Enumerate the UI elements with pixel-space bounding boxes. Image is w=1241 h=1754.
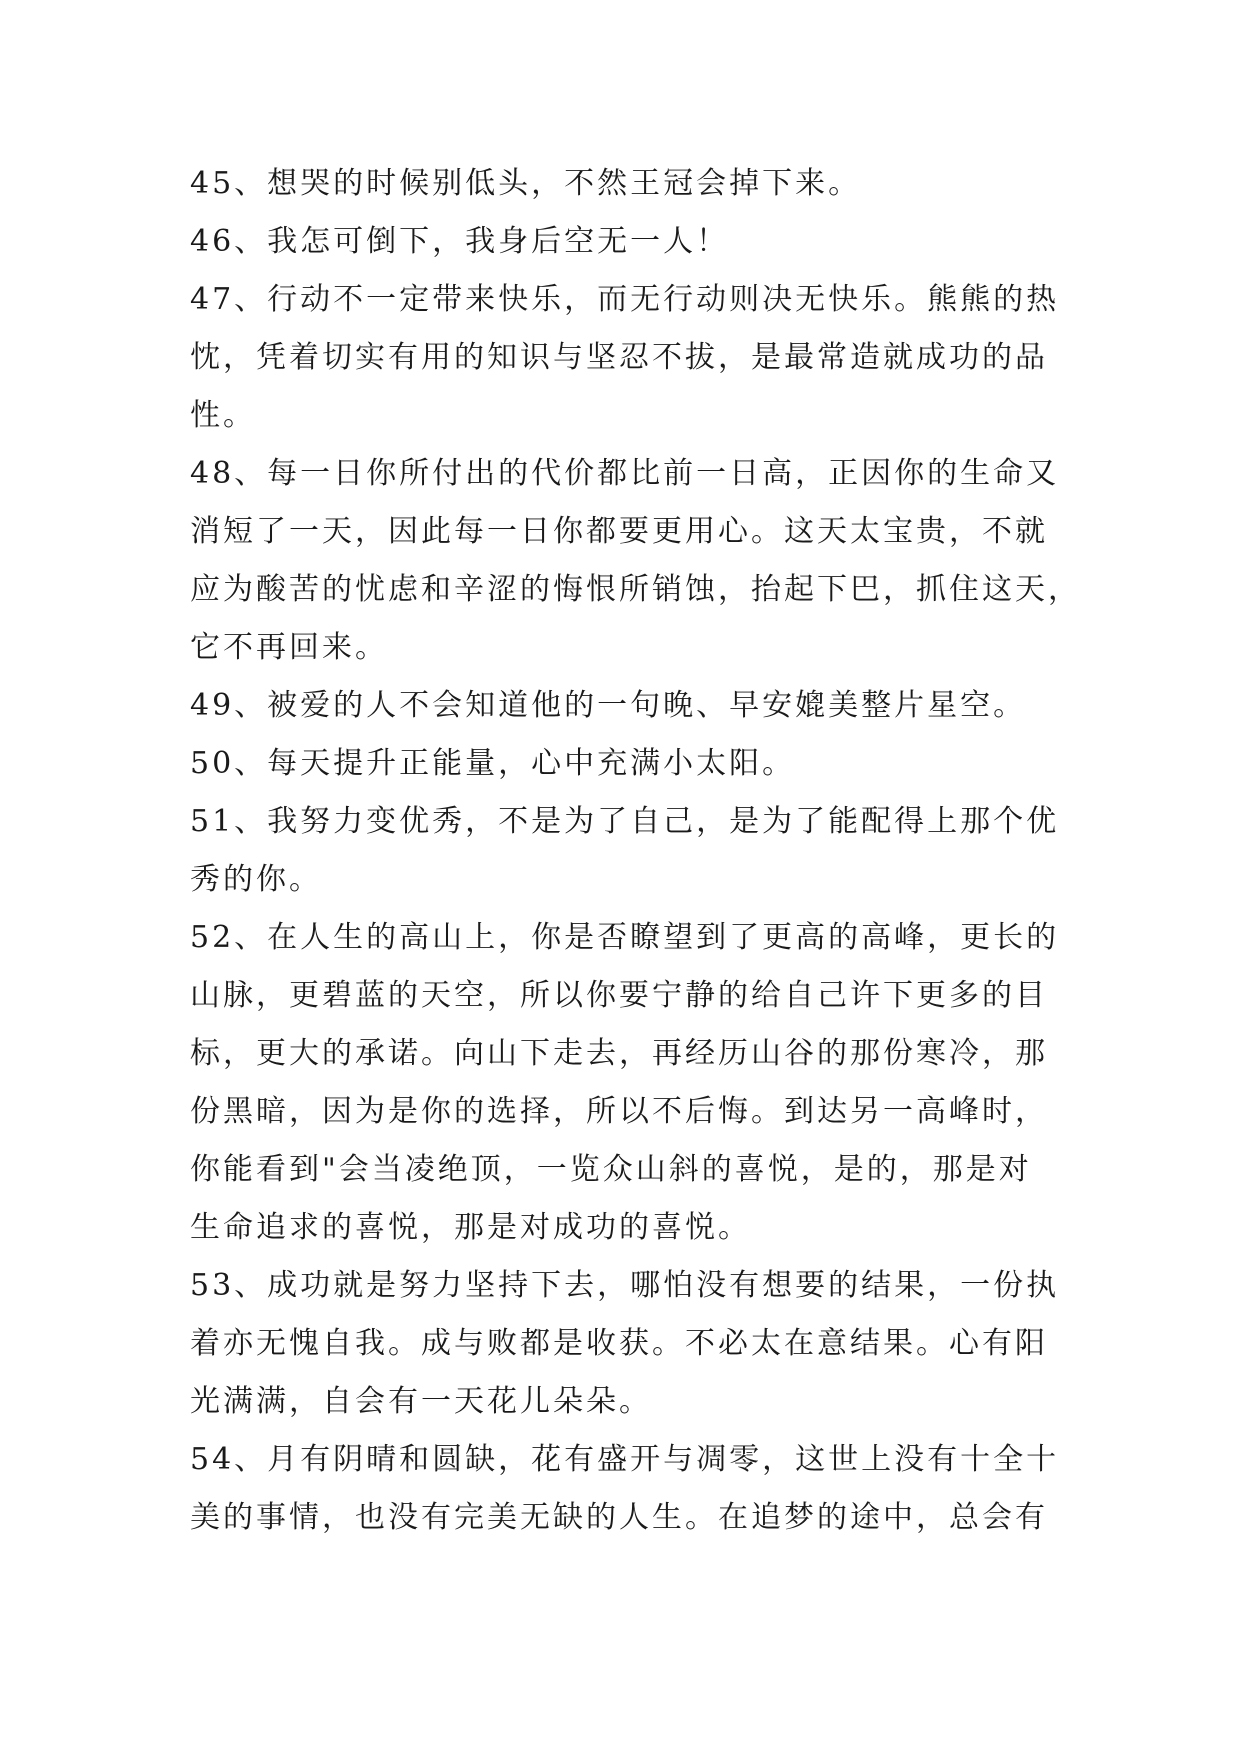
- text-line: 50、每天提升正能量，心中充满小太阳。: [190, 746, 796, 781]
- document-body: [190, 155, 1081, 1547]
- text-line: 48、每一日你所付出的代价都比前一日高，正因你的生命又: [190, 456, 1060, 491]
- text-line: 山脉，更碧蓝的天空，所以你要宁静的给自己许下更多的目: [190, 978, 1048, 1013]
- text-line: 51、我努力变优秀，不是为了自己，是为了能配得上那个优: [190, 804, 1060, 839]
- text-line: 46、我怎可倒下，我身后空无一人！: [190, 224, 730, 259]
- text-line: 47、行动不一定带来快乐，而无行动则决无快乐。熊熊的热: [190, 282, 1060, 317]
- text-line: 53、成功就是努力坚持下去，哪怕没有想要的结果，一份执: [190, 1268, 1060, 1303]
- text-line: 它不再回来。: [190, 630, 388, 665]
- text-line: 光满满，自会有一天花儿朵朵。: [190, 1384, 652, 1419]
- text-line: 着亦无愧自我。成与败都是收获。不必太在意结果。心有阳: [190, 1326, 1048, 1361]
- text-line: 应为酸苦的忧虑和辛涩的悔恨所销蚀，抬起下巴，抓住这天，: [190, 572, 1081, 607]
- text-line: 生命追求的喜悦，那是对成功的喜悦。: [190, 1210, 751, 1245]
- text-line: 你能看到"会当凌绝顶，一览众山斜的喜悦，是的，那是对: [190, 1152, 1032, 1187]
- text-line: 54、月有阴晴和圆缺，花有盛开与凋零，这世上没有十全十: [190, 1442, 1060, 1477]
- text-line: 美的事情，也没有完美无缺的人生。在追梦的途中，总会有: [190, 1500, 1048, 1535]
- text-line: 忱，凭着切实有用的知识与坚忍不拔，是最常造就成功的品: [190, 340, 1048, 375]
- text-line: 性。: [190, 398, 256, 433]
- text-line: 秀的你。: [190, 862, 322, 897]
- text-line: 52、在人生的高山上，你是否瞭望到了更高的高峰，更长的: [190, 920, 1060, 955]
- text-line: 49、被爱的人不会知道他的一句晚、早安媲美整片星空。: [190, 688, 1027, 723]
- text-line: 标，更大的承诺。向山下走去，再经历山谷的那份寒冷，那: [190, 1036, 1048, 1071]
- text-line: 45、想哭的时候别低头，不然王冠会掉下来。: [190, 166, 862, 201]
- text-line: 份黑暗，因为是你的选择，所以不后悔。到达另一高峰时，: [190, 1094, 1048, 1129]
- text-line: 消短了一天，因此每一日你都要更用心。这天太宝贵，不就: [190, 514, 1048, 549]
